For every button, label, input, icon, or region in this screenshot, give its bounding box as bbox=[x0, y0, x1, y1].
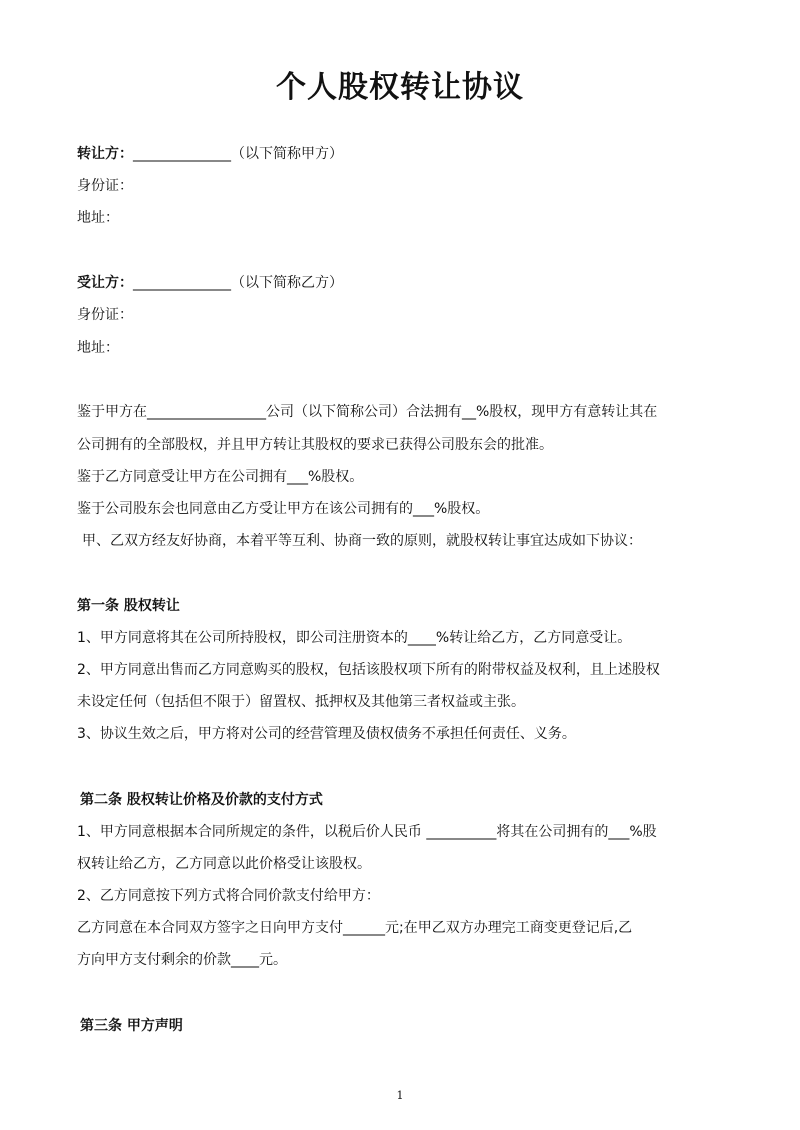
recital-line: 鉴于乙方同意受让甲方在公司拥有___%股权。 bbox=[77, 469, 364, 485]
page-number: 1 bbox=[396, 1089, 404, 1102]
transferee-blank: ______________（以下简称乙方） bbox=[133, 275, 343, 291]
article1-line: 2、甲方同意出售而乙方同意购买的股权，包括该股权项下所有的附带权益及权利，且上述股权 bbox=[77, 662, 660, 678]
transferee-id-label: 身份证： bbox=[77, 307, 133, 323]
transferee-line bbox=[77, 272, 343, 292]
recital-line: 鉴于公司股东会也同意由乙方受让甲方在该公司拥有的___%股权。 bbox=[77, 501, 490, 517]
article1-heading: 第一条 股权转让 bbox=[77, 598, 180, 614]
article2-line: 1、甲方同意根据本合同所规定的条件，以税后价人民币 __________将其在公司拥有的___%股 bbox=[77, 824, 657, 840]
article3-heading: 第三条 甲方声明 bbox=[80, 1018, 183, 1034]
article2-line: 方向甲方支付剩余的价款____元。 bbox=[77, 952, 287, 968]
recital-line: 公司拥有的全部股权，并且甲方转让其股权的要求已获得公司股东会的批准。 bbox=[77, 437, 553, 453]
page-title: 个人股权转让协议 bbox=[276, 70, 524, 105]
article1-line: 1、甲方同意将其在公司所持股权，即公司注册资本的____%转让给乙方，乙方同意受让。 bbox=[77, 630, 632, 646]
article2-line: 2、乙方同意按下列方式将合同价款支付给甲方： bbox=[77, 888, 380, 904]
transferor-id-label: 身份证： bbox=[77, 178, 133, 194]
transferor-address-label: 地址： bbox=[77, 210, 119, 226]
recital-line: 鉴于甲方在_________________公司（以下简称公司）合法拥有__%股权，现甲方有意转让其在 bbox=[77, 404, 658, 420]
article2-line: 乙方同意在本合同双方签字之日向甲方支付______元;在甲乙双方办理完工商变更登记后,乙 bbox=[77, 920, 633, 936]
transferee-address-label: 地址： bbox=[77, 340, 119, 356]
article1-line: 未设定任何（包括但不限于）留置权、抵押权及其他第三者权益或主张。 bbox=[77, 694, 525, 710]
transferor-label: 转让方： bbox=[77, 146, 133, 162]
article1-line: 3、协议生效之后，甲方将对公司的经营管理及债权债务不承担任何责任、义务。 bbox=[77, 726, 576, 742]
transferee-label: 受让方： bbox=[77, 275, 133, 291]
article2-line: 权转让给乙方，乙方同意以此价格受让该股权。 bbox=[77, 856, 371, 872]
transferor-blank: ______________（以下简称甲方） bbox=[133, 146, 343, 162]
recital-line: 甲、乙双方经友好协商，本着平等互利、协商一致的原则，就股权转让事宜达成如下协议： bbox=[82, 533, 642, 549]
transferor-line bbox=[77, 143, 343, 163]
article2-heading: 第二条 股权转让价格及价款的支付方式 bbox=[80, 792, 323, 808]
